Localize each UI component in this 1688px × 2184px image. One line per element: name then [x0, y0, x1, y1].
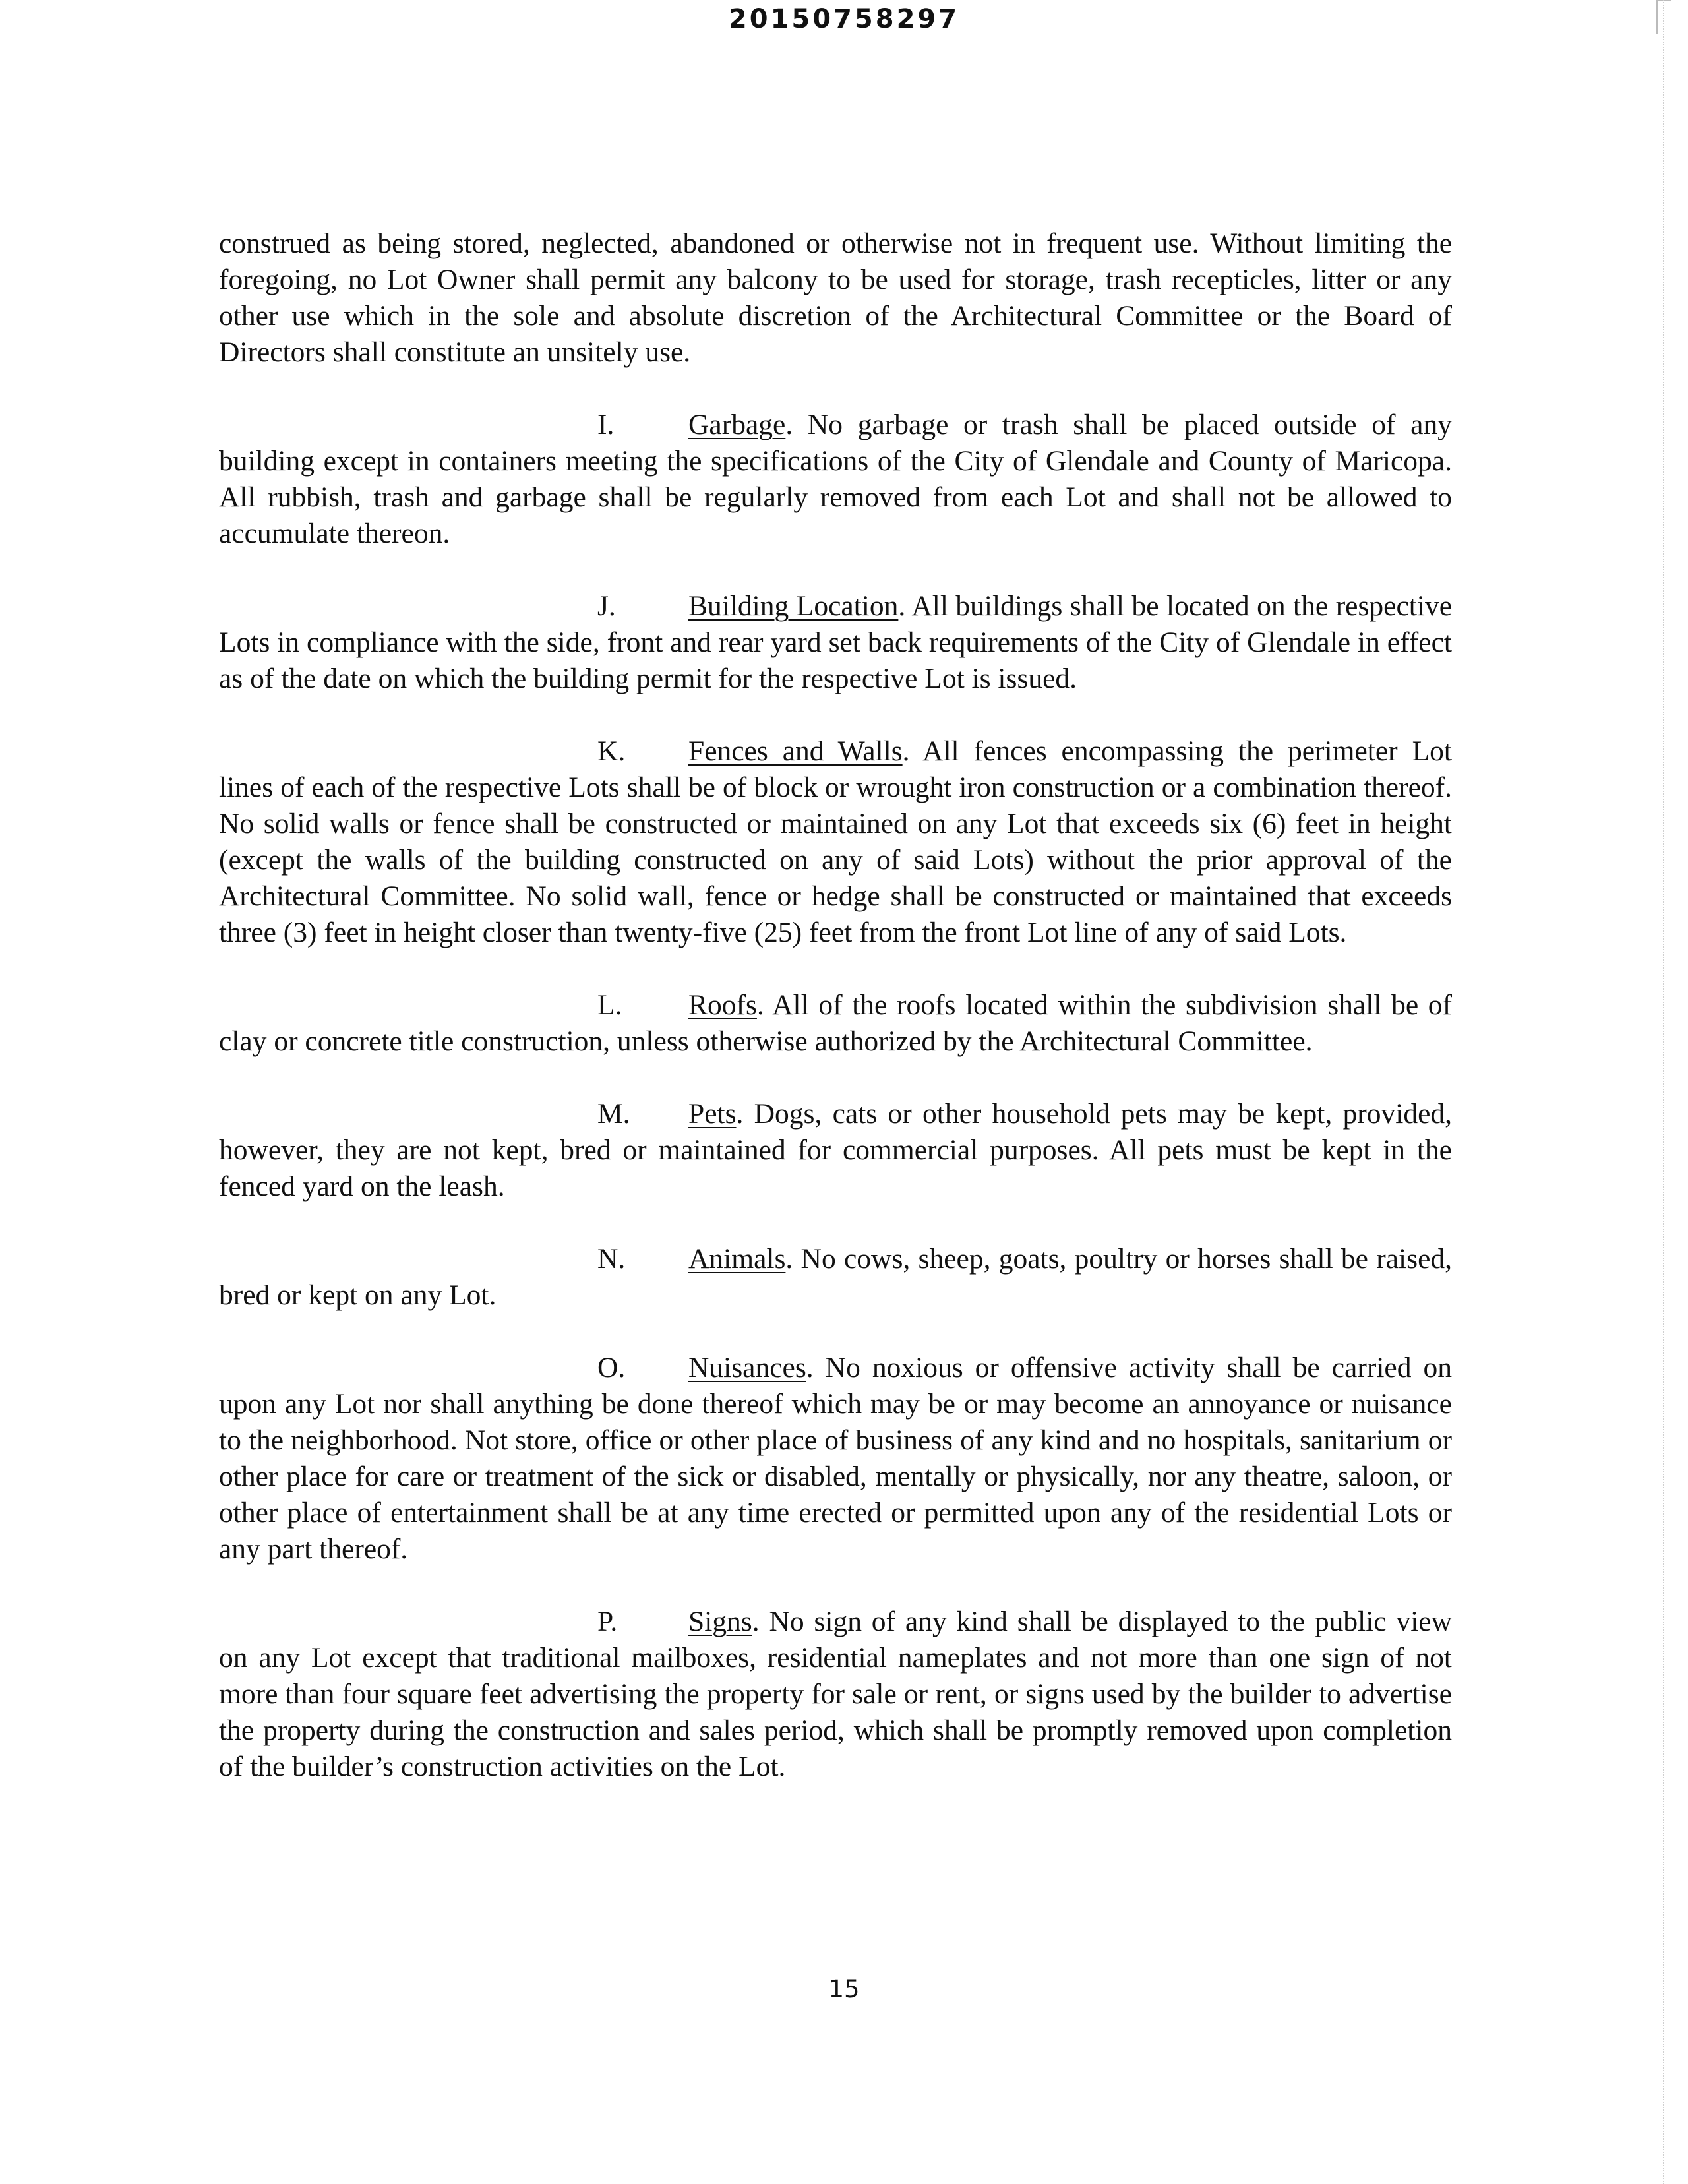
section-body-text: be of clay or concrete title construction, unless otherwise authorized by the Architectural Committee. — [219, 989, 1453, 1057]
section-body-text: building except in containers meeting the specifications of the City of Glendale and County of Maricopa. All rubbish, trash and garbage shall be regularly removed from each Lot and shall not be allowed to accumulate thereon. — [219, 445, 1452, 549]
section-first-line — [219, 590, 1328, 622]
section-first-line-text: . No garbage or trash shall be placed outside of any — [785, 409, 1452, 440]
section-first-line-text: . No sign of any kind shall be displayed to the public — [752, 1606, 1387, 1637]
section-first-line — [219, 1243, 1368, 1275]
section-paragraph — [219, 1604, 1452, 1785]
section-first-line — [219, 1606, 1387, 1637]
section-first-line-text: . No cows, sheep, goats, poultry or horses shall be — [785, 1243, 1368, 1275]
section-letter: N. — [597, 1243, 626, 1275]
section-heading: Garbage — [688, 409, 786, 440]
section-letter: M. — [597, 1098, 630, 1130]
section-heading: Nuisances — [688, 1352, 806, 1383]
section-paragraph — [219, 987, 1452, 1060]
section-letter: L. — [597, 989, 622, 1021]
section-first-line — [219, 1352, 1411, 1383]
section-body-text: respective Lots in compliance with the side, front and rear yard set back requirements of the City of Glendale in effect as of the date on which the building permit for the respective Lot is issued. — [219, 590, 1453, 694]
scan-edge-line — [1663, 0, 1664, 2184]
section-paragraph — [219, 1241, 1452, 1314]
section-paragraph — [219, 1350, 1452, 1567]
section-first-line — [219, 989, 1381, 1021]
section-body-text: view on any Lot except that traditional mailboxes, residential nameplates and not more than one sign of not more than four square feet advertising the property for sale or rent, or signs used by the builder to advertise the property during the construction and sales period, which shall be promptly removed upon completion of the builder’s construction activities on the Lot. — [219, 1606, 1453, 1782]
document-body — [219, 226, 1452, 1821]
intro-paragraph: construed as being stored, neglected, abandoned or otherwise not in frequent use. Without limiting the foregoing, no Lot Owner shall permit any balcony to be used for storage, trash recepticles, litter or any other use which in the sole and absolute discretion of the Architectural Committee or the Board of Directors shall constitute an unsitely use. — [219, 228, 1452, 368]
section-heading: Roofs — [688, 989, 757, 1021]
section-paragraph — [219, 588, 1452, 697]
section-first-line-text: . All of the roofs located within the subdivision shall — [756, 989, 1382, 1021]
section-body-text: raised, bred or kept on any Lot. — [219, 1243, 1453, 1311]
section-heading: Building Location — [688, 590, 899, 622]
section-first-line — [219, 735, 1398, 767]
section-heading: Pets — [688, 1098, 737, 1130]
section-letter: K. — [597, 735, 626, 767]
section-letter: J. — [597, 590, 616, 622]
section-body-text: on upon any Lot nor shall anything be done thereof which may be or may become an annoyance or nuisance to the neighborhood. Not store, office or other place of business of any kind and no hospitals, sanitarium or other place for care or treatment of the sick or disabled, mentally or physically, nor any theatre, saloon, or other place of entertainment shall be at any time erected or permitted upon any of the residential Lots or any part thereof. — [219, 1352, 1452, 1565]
section-first-line-text: . No noxious or offensive activity shall be carried — [806, 1352, 1412, 1383]
section-heading: Animals — [688, 1243, 786, 1275]
section-first-line-text: . Dogs, cats or other household pets may be kept, — [736, 1098, 1333, 1130]
page-number: 15 — [828, 1975, 860, 2003]
section-heading: Signs — [688, 1606, 752, 1637]
section-letter: O. — [597, 1352, 626, 1383]
section-paragraph — [219, 733, 1452, 951]
section-letter: I. — [597, 409, 615, 440]
section-first-line — [219, 409, 1452, 440]
section-body-text: provided, however, they are not kept, bred or maintained for commercial purposes. All pets must be kept in the fenced yard on the leash. — [219, 1098, 1453, 1202]
section-first-line — [219, 1098, 1332, 1130]
section-first-line-text: . All fences encompassing the perimeter — [902, 735, 1398, 767]
section-paragraph — [219, 1096, 1452, 1205]
recording-number: 20150758297 — [728, 4, 960, 34]
section-heading: Fences and Walls — [688, 735, 903, 767]
section-letter: P. — [597, 1606, 618, 1637]
section-paragraph — [219, 407, 1452, 552]
section-body-text: Lot lines of each of the respective Lots shall be of block or wrought iron construction or a combination thereof. No solid walls or fence shall be constructed or maintained on any Lot that exceeds six (6) feet in height (except the walls of the building constructed on any of said Lots) without the prior approval of the Architectural Committee. No solid wall, fence or hedge shall be constructed or maintained that exceeds three (3) feet in height closer than twenty-five (25) feet from the front Lot line of any of said Lots. — [219, 735, 1452, 948]
section-first-line-text: . All buildings shall be located on the — [898, 590, 1329, 622]
